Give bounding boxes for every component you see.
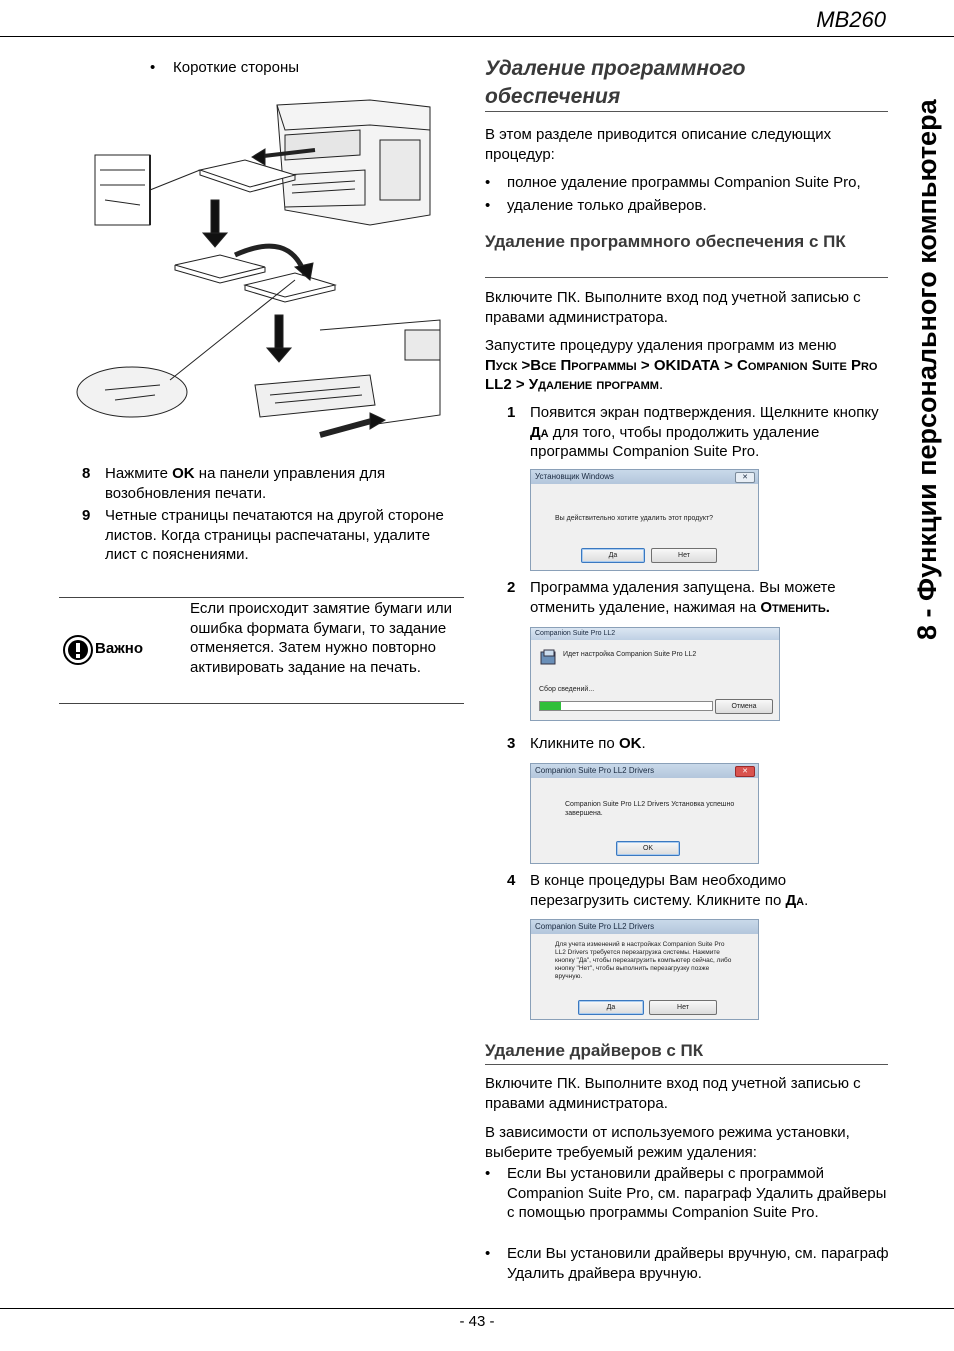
step-bold: Да: [785, 891, 805, 909]
dialog-install-complete: [530, 763, 759, 864]
menu-item: Удаление программ: [528, 376, 659, 393]
paragraph-text: Запустите процедуру удаления программ из меню: [485, 337, 837, 354]
subsection-title: Удаление программного обеспечения с ПК: [485, 232, 846, 251]
bullet-text: Короткие стороны: [173, 59, 300, 76]
menu-separator: >: [521, 356, 531, 374]
menu-item: Пуск: [485, 356, 518, 374]
dialog-message: Для учета изменений в настройках Companion Suite Pro LL2 Drivers требуется перезагрузка системы. Нажмите кнопку "Да", чтобы перезагрузить компьютер сейчас, либо кнопку "Нет", чтобы выполнить перезагрузку позже вручную.: [555, 941, 732, 980]
step-text-post: .: [641, 735, 646, 752]
progress-fill: [540, 702, 561, 710]
step-text-post: для того, чтобы продолжить удаление программы Companion Suite Pro.: [530, 423, 820, 460]
step-text-post: .: [804, 891, 809, 909]
dialog-restart: [530, 919, 759, 1020]
paragraph: Включите ПК. Выполните вход под учетной записью с правами администратора.: [485, 289, 861, 326]
left-step-text: Четные страницы печатаются на другой стороне листов. Когда страницы распечатаны, удалите лист с пояснениями.: [105, 507, 444, 563]
note-label: Важно: [95, 640, 144, 657]
paragraph: В зависимости от используемого режима установки, выберите требуемый режим удаления:: [485, 1124, 850, 1161]
menu-item: Все Программы: [530, 356, 637, 374]
left-step-number: 9: [82, 507, 91, 524]
menu-item: OKIDATA: [653, 356, 720, 374]
bullet-dot: •: [485, 1165, 491, 1182]
progress-bar: [539, 701, 713, 711]
cancel-button[interactable]: Отмена: [715, 699, 773, 714]
step-text-pre: Появится экран подтверждения. Щелкните кнопку: [530, 404, 879, 421]
dialog-message: Companion Suite Pro LL2 Drivers Установка успешно завершена.: [565, 801, 735, 817]
paragraph: Включите ПК. Выполните вход под учетной записью с правами администратора.: [485, 1075, 861, 1112]
note-text: Если происходит замятие бумаги или ошибка формата бумаги, то задание отменяется. Затем нужно повторно активировать задание на печать.: [190, 600, 453, 676]
bullet-text: Если Вы установили драйверы вручную, см. параграф Удалить драйвера вручную.: [507, 1245, 889, 1282]
step-number: 3: [507, 735, 516, 752]
no-button[interactable]: Нет: [649, 1000, 717, 1015]
step-number: 1: [507, 404, 516, 421]
menu-item: Companion Suite Pro LL2: [485, 356, 878, 393]
menu-separator: >: [515, 376, 525, 393]
step-text-pre: Программа удаления запущена. Вы можете отменить удаление, нажимая на: [530, 579, 836, 616]
subsection-title: Удаление драйверов с ПК: [485, 1041, 704, 1060]
page-number: - 43 -: [459, 1313, 495, 1330]
step-number: 4: [507, 872, 516, 889]
yes-button[interactable]: Да: [578, 1000, 644, 1015]
bullet-dot: •: [485, 174, 491, 191]
dialog-confirm-uninstall: [530, 469, 759, 571]
dialog-message: Идет настройка Companion Suite Pro LL2: [563, 651, 697, 658]
step-text: [530, 871, 885, 910]
bullet-dot: •: [150, 59, 156, 76]
step-bold: Отменить.: [760, 598, 830, 616]
dialog-uninstall-progress: [530, 627, 780, 721]
dialog-title: Companion Suite Pro LL2: [535, 630, 616, 637]
left-step-bold: OK: [172, 465, 195, 482]
no-button[interactable]: Нет: [651, 548, 717, 563]
bullet-text: удаление только драйверов.: [507, 197, 707, 214]
header-rule: [0, 36, 954, 37]
left-step-text-pre: Нажмите: [105, 465, 173, 482]
bullet-dot: •: [485, 197, 491, 214]
ok-button[interactable]: OK: [616, 841, 680, 856]
dialog-title: Companion Suite Pro LL2 Drivers: [535, 766, 655, 775]
yes-button[interactable]: Да: [581, 548, 645, 563]
subsection-rule: [485, 1064, 888, 1065]
footer-rule: [0, 1308, 954, 1309]
header-model: MB260: [816, 7, 886, 32]
section-title-rule: [485, 111, 888, 112]
note-rule-top: [59, 597, 464, 598]
status-text: Сбор сведений...: [539, 686, 595, 693]
step-text-pre: Кликните по: [530, 735, 619, 752]
bullet-text: Если Вы установили драйверы с программой Companion Suite Pro, см. параграф Удалить драйверы с помощью программы Companion Suite Pro.: [507, 1165, 887, 1221]
step-bold: Да: [530, 423, 549, 441]
installer-icon: [539, 648, 559, 668]
intro-text: В этом разделе приводится описание следующих процедур:: [485, 126, 832, 163]
step-text: [530, 403, 885, 462]
dialog-message: Вы действительно хотите удалить этот продукт?: [555, 515, 714, 522]
dialog-title: Companion Suite Pro LL2 Drivers: [535, 922, 655, 931]
note-rule-bottom: [59, 703, 464, 704]
bullet-text: полное удаление программы Companion Suite Pro,: [507, 174, 861, 191]
left-step-number: 8: [82, 465, 91, 482]
close-icon[interactable]: ✕: [735, 472, 755, 483]
close-icon[interactable]: ✕: [735, 766, 755, 777]
bullet-dot: •: [485, 1245, 491, 1262]
menu-path-paragraph: Запустите процедуру удаления программ из меню Пуск >Все Программы > OKIDATA > Companion Suite Pro LL2 > Удаление программ.: [485, 337, 878, 393]
step-text: [530, 734, 885, 754]
step-number: 2: [507, 579, 516, 596]
step-text-pre: В конце процедуры Вам необходимо перезагрузить систему. Кликните по: [530, 872, 787, 909]
menu-separator: >: [724, 356, 733, 374]
left-step-text-post: на панели управления для возобновления печати.: [105, 465, 386, 502]
side-chapter-title: 8 - Функции персонального компьютера: [912, 99, 942, 640]
left-step-text: [105, 464, 445, 503]
duplex-illustration: [70, 95, 450, 445]
subsection-rule: [485, 277, 888, 278]
dialog-title: Установщик Windows: [535, 472, 614, 481]
step-text: [530, 578, 885, 617]
menu-separator: >: [640, 356, 650, 374]
section-title: Удаление программного обеспечения: [485, 57, 746, 108]
warning-icon: [62, 634, 94, 666]
step-bold: OK: [618, 735, 642, 752]
